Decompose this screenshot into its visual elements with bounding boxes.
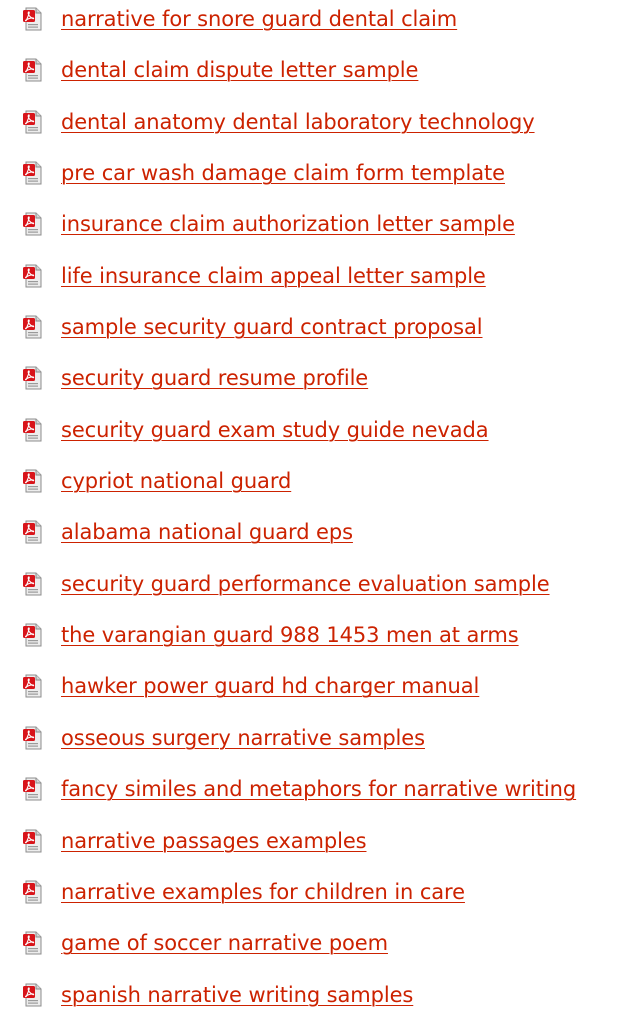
document-link[interactable]: game of soccer narrative poem: [61, 931, 388, 956]
pdf-document-icon: [21, 469, 45, 493]
pdf-document-icon: [21, 931, 45, 955]
pdf-document-icon: [21, 161, 45, 185]
document-link[interactable]: the varangian guard 988 1453 men at arms: [61, 623, 519, 648]
list-item: [0, 822, 642, 873]
pdf-document-icon: [21, 880, 45, 904]
pdf-document-icon: [21, 829, 45, 853]
list-item: [0, 0, 642, 51]
document-link[interactable]: alabama national guard eps: [61, 520, 353, 545]
pdf-document-icon: [21, 366, 45, 390]
document-link[interactable]: narrative passages examples: [61, 828, 367, 853]
document-link[interactable]: life insurance claim appeal letter sample: [61, 263, 486, 288]
pdf-document-icon: [21, 418, 45, 442]
document-link[interactable]: cypriot national guard: [61, 469, 292, 494]
list-item: [0, 257, 642, 308]
list-item: [0, 616, 642, 667]
pdf-document-icon: [21, 623, 45, 647]
list-item: [0, 976, 642, 1027]
list-item: [0, 308, 642, 359]
list-item: [0, 205, 642, 256]
pdf-document-icon: [21, 777, 45, 801]
document-link[interactable]: insurance claim authorization letter sample: [61, 212, 515, 237]
list-item: [0, 770, 642, 821]
list-item: [0, 565, 642, 616]
list-item: [0, 51, 642, 102]
pdf-document-icon: [21, 264, 45, 288]
pdf-document-icon: [21, 315, 45, 339]
list-item: [0, 411, 642, 462]
list-item: [0, 462, 642, 513]
list-item: [0, 359, 642, 410]
pdf-document-icon: [21, 674, 45, 698]
list-item: [0, 924, 642, 975]
pdf-document-icon: [21, 7, 45, 31]
pdf-document-icon: [21, 726, 45, 750]
list-item: [0, 873, 642, 924]
pdf-document-icon: [21, 212, 45, 236]
list-item: [0, 667, 642, 718]
document-link[interactable]: pre car wash damage claim form template: [61, 161, 505, 186]
list-item: [0, 719, 642, 770]
document-link[interactable]: security guard exam study guide nevada: [61, 417, 489, 442]
document-link[interactable]: dental anatomy dental laboratory technology: [61, 109, 535, 134]
pdf-document-icon: [21, 110, 45, 134]
document-link[interactable]: narrative for snore guard dental claim: [61, 7, 458, 31]
document-link[interactable]: narrative examples for children in care: [61, 879, 465, 904]
document-link[interactable]: fancy similes and metaphors for narrative writing: [61, 777, 577, 802]
list-item: [0, 154, 642, 205]
list-item: [0, 513, 642, 564]
pdf-document-icon: [21, 58, 45, 82]
document-link[interactable]: osseous surgery narrative samples: [61, 725, 425, 750]
document-link[interactable]: security guard performance evaluation sample: [61, 571, 550, 596]
document-link[interactable]: hawker power guard hd charger manual: [61, 674, 480, 699]
document-link[interactable]: sample security guard contract proposal: [61, 315, 483, 340]
pdf-document-icon: [21, 572, 45, 596]
document-link[interactable]: security guard resume profile: [61, 366, 369, 391]
document-link[interactable]: spanish narrative writing samples: [61, 982, 414, 1007]
list-item: [0, 103, 642, 154]
document-link[interactable]: dental claim dispute letter sample: [61, 58, 419, 83]
pdf-document-icon: [21, 520, 45, 544]
pdf-document-icon: [21, 983, 45, 1007]
